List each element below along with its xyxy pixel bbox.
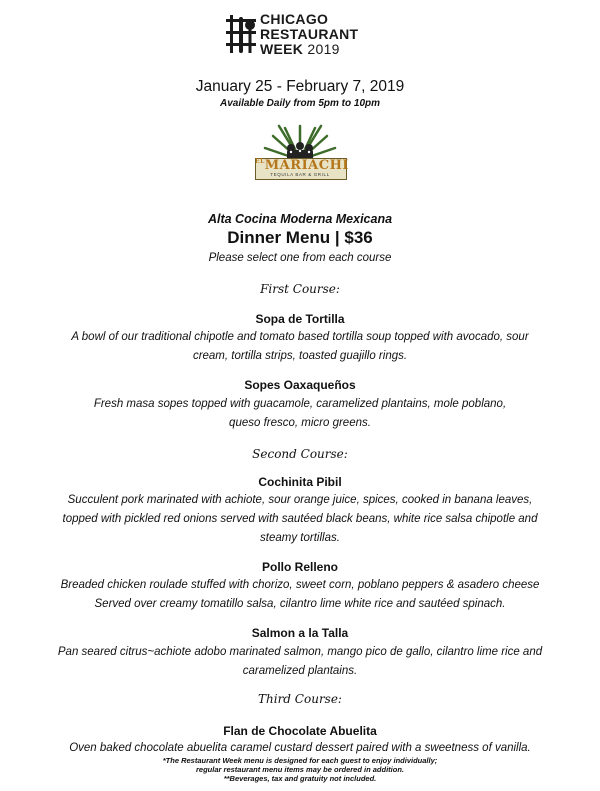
dish-name: Cochinita Pibil <box>258 475 342 489</box>
description-line: Fresh masa sopes topped with guacamole, caramelized plantains, mole poblano, <box>93 398 507 410</box>
logo-year: 2019 <box>307 41 340 57</box>
first-course-heading: First Course: <box>260 282 340 296</box>
dish-description <box>40 643 560 681</box>
description-line: Oven baked chocolate abuelita caramel custard dessert paired with a sweetness of vanilla. <box>69 742 531 754</box>
dish-description <box>40 395 560 433</box>
agave-icon <box>255 122 345 162</box>
description-line: caramelized plantains. <box>242 665 358 677</box>
footer-note: **Beverages, tax and gratuity not included. <box>223 774 377 783</box>
description-line: Breaded chicken roulade stuffed with chorizo, sweet corn, poblano peppers & asadero cheese <box>60 579 540 591</box>
footer-note: regular restaurant menu items may be ordered in addition. <box>196 765 404 774</box>
logo-wordmark <box>260 12 358 57</box>
dish-name: Salmon a la Talla <box>251 626 349 640</box>
description-line: Served over creamy tomatillo salsa, cilantro lime white rice and sautéed spinach. <box>94 598 506 610</box>
description-line: queso fresco, micro greens. <box>229 417 371 429</box>
logo-line-2: RESTAURANT <box>260 26 359 42</box>
dish-description <box>40 491 560 548</box>
fork-knife-icon <box>226 15 256 53</box>
third-course-heading: Third Course: <box>258 692 342 706</box>
restaurant-name-prefix: EL <box>255 158 265 165</box>
restaurant-name <box>255 158 349 173</box>
description-line: A bowl of our traditional chipotle and tomato based tortilla soup topped with avocado, sour <box>71 331 529 343</box>
dish-name: Pollo Relleno <box>261 560 338 574</box>
logo-line-3: WEEK <box>260 41 304 57</box>
description-line: cream, tortilla strips, toasted guajillo rings. <box>192 350 408 362</box>
dish-name: Sopa de Tortilla <box>255 312 345 326</box>
description-line: Pan seared citrus~achiote adobo marinated salmon, mango pico de gallo, cilantro lime rice and <box>57 646 543 658</box>
tagline: Alta Cocina Moderna Mexicana <box>207 212 393 226</box>
logo-line-1: CHICAGO <box>260 11 329 27</box>
selection-instruction: Please select one from each course <box>208 252 392 264</box>
footer-notes <box>0 756 600 783</box>
menu-title: Dinner Menu | $36 <box>227 228 373 247</box>
el-mariachi-logo <box>255 122 349 188</box>
description-line: topped with pickled red onions served with sautéed black beans, white rice salsa chipotle and <box>62 513 538 525</box>
dish-name: Sopes Oaxaqueños <box>244 378 356 392</box>
dish-description <box>40 328 560 366</box>
restaurant-name-main: MARIACHI <box>264 158 349 173</box>
dish-description <box>40 576 560 614</box>
second-course-heading: Second Course: <box>252 447 348 461</box>
chicago-restaurant-week-logo <box>226 12 386 60</box>
description-line: Succulent pork marinated with achiote, sour orange juice, spices, cooked in banana leaves, <box>67 494 533 506</box>
restaurant-subtitle: TEQUILA BAR & GRILL <box>270 172 330 177</box>
availability-note: Available Daily from 5pm to 10pm <box>219 98 381 109</box>
description-line: steamy tortillas. <box>260 532 340 544</box>
event-dates: January 25 - February 7, 2019 <box>195 78 405 95</box>
dish-name: Flan de Chocolate Abuelita <box>223 724 377 738</box>
footer-note: *The Restaurant Week menu is designed for each guest to enjoy individually; <box>162 756 438 765</box>
